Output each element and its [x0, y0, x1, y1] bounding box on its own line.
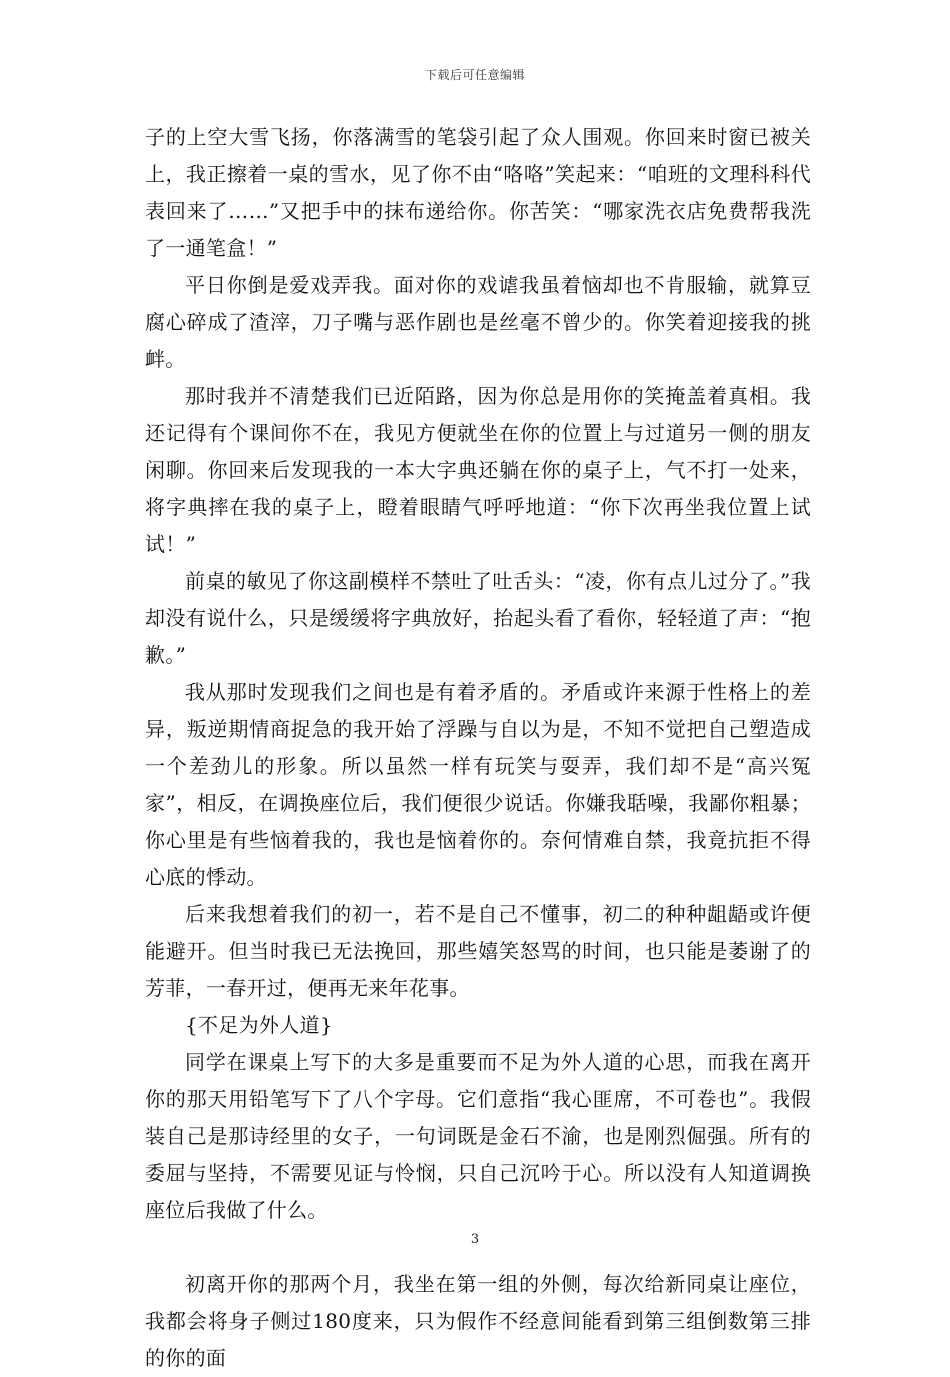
- document-body: [145, 119, 811, 1377]
- paragraph: 平日你倒是爱戏弄我。面对你的戏谑我虽着恼却也不肯服输，就算豆腐心碎成了渣滓，刀子嘴与恶作剧也是丝毫不曾少的。你笑着迎接我的挑衅。: [145, 273, 811, 371]
- section-heading: {不足为外人道}: [185, 1013, 333, 1037]
- paragraph: 前桌的敏见了你这副模样不禁吐了吐舌头：“凌，你有点儿过分了。”我却没有说什么，只是缓缓将字典放好，抬起头看了看你，轻轻道了声：“抱歉。”: [145, 569, 811, 667]
- page-number: 3: [470, 1232, 480, 1247]
- page-header: 下载后可任意编辑: [424, 68, 525, 82]
- paragraph-continued: 子的上空大雪飞扬，你落满雪的笔袋引起了众人围观。你回来时窗已被关上，我正擦着一桌的雪水，见了你不由“咯咯”笑起来：“咱班的文理科科代表回来了……”又把手中的抹布递给你。你苦笑：“哪家洗衣店免费帮我洗了一通笔盒！”: [145, 125, 811, 260]
- paragraph: 那时我并不清楚我们已近陌路，因为你总是用你的笑掩盖着真相。我还记得有个课间你不在，我见方便就坐在你的位置上与过道另一侧的朋友闲聊。你回来后发现我的一本大字典还躺在你的桌子上，气不打一处来，将字典摔在我的桌子上，瞪着眼睛气呼呼地道：“你下次再坐我位置上试试！”: [145, 384, 811, 556]
- paragraph: 后来我想着我们的初一，若不是自己不懂事，初二的种种龃龉或许便能避开。但当时我已无法挽回，那些嬉笑怒骂的时间，也只能是萎谢了的芳菲，一春开过，便再无来年花事。: [145, 902, 811, 1000]
- paragraph: 我从那时发现我们之间也是有着矛盾的。矛盾或许来源于性格上的差异，叛逆期情商捉急的我开始了浮躁与自以为是，不知不觉把自己塑造成一个差劲儿的形象。所以虽然一样有玩笑与耍弄，我们却不是“高兴冤家”，相反，在调换座位后，我们便很少说话。你嫌我聒噪，我鄙你粗暴；你心里是有些恼着我的，我也是恼着你的。奈何情难自禁，我竟抗拒不得心底的悸动。: [145, 680, 811, 889]
- paragraph: 初离开你的那两个月，我坐在第一组的外侧，每次给新同桌让座位，我都会将身子侧过180度来，只为假作不经意间能看到第三组倒数第三排的你的面: [145, 1272, 811, 1370]
- paragraph: 同学在课桌上写下的大多是重要而不足为外人道的心思，而我在离开你的那天用铅笔写下了八个字母。它们意指“我心匪席，不可卷也”。我假装自己是那诗经里的女子，一句词既是金石不渝，也是刚烈倔强。所有的委屈与坚持，不需要见证与怜悯，只自己沉吟于心。所以没有人知道调换座位后我做了什么。: [145, 1050, 811, 1222]
